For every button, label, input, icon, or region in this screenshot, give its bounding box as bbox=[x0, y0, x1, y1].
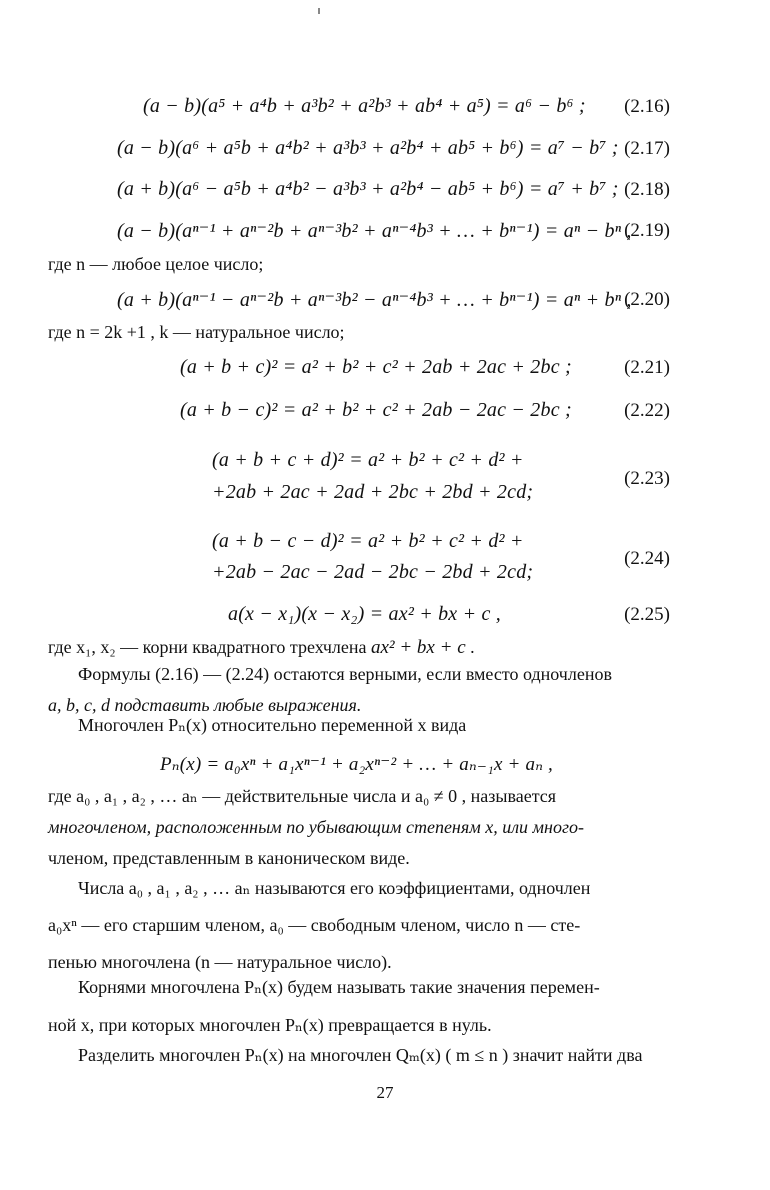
paragraph-1-line-2: a, b, c, d подставить любые выражения. bbox=[48, 695, 362, 715]
formula-2-23-line-1: (a + b + c + d)² = a² + b² + c² + d² + bbox=[212, 449, 524, 471]
equation-number-2-18: (2.18) bbox=[624, 179, 670, 200]
equation-number-2-21: (2.21) bbox=[624, 357, 670, 378]
note-after-2-25-prefix: где x₁, x₂ — корни квадратного трехчлена bbox=[48, 637, 371, 657]
note-after-2-25 bbox=[48, 637, 475, 659]
paragraph-3-line-1: Числа a₀ , a₁ , a₂ , … aₙ называются его коэффициентами, одночлен bbox=[78, 878, 591, 898]
formula-2-20: (a + b)(aⁿ⁻¹ − aⁿ⁻²b + aⁿ⁻³b² − aⁿ⁻⁴b³ + … + bⁿ⁻¹) = aⁿ + bⁿ , bbox=[117, 289, 632, 311]
note-after-2-20: где n = 2k +1 , k — натуральное число; bbox=[48, 322, 345, 342]
formula-2-24-line-1: (a + b − c − d)² = a² + b² + c² + d² + bbox=[212, 530, 524, 552]
formula-2-19: (a − b)(aⁿ⁻¹ + aⁿ⁻²b + aⁿ⁻³b² + aⁿ⁻⁴b³ + … + bⁿ⁻¹) = aⁿ − bⁿ , bbox=[117, 220, 632, 242]
paragraph-1-line-1: Формулы (2.16) — (2.24) остаются верными, если вместо одночленов bbox=[78, 664, 612, 684]
equation-number-2-22: (2.22) bbox=[624, 400, 670, 421]
paragraph-2-line-4: членом, представленным в каноническом виде. bbox=[48, 848, 410, 868]
equation-number-2-17: (2.17) bbox=[624, 138, 670, 159]
formula-2-21: (a + b + c)² = a² + b² + c² + 2ab + 2ac + 2bc ; bbox=[180, 356, 572, 378]
formula-2-18: (a + b)(a⁶ − a⁵b + a⁴b² − a³b³ + a²b⁴ − ab⁵ + b⁶) = a⁷ + b⁷ ; bbox=[117, 178, 619, 200]
equation-number-2-19: (2.19) bbox=[624, 220, 670, 241]
paragraph-polynomial-definition-cont bbox=[48, 781, 673, 874]
formula-2-22: (a + b − c)² = a² + b² + c² + 2ab − 2ac − 2bc ; bbox=[180, 399, 572, 421]
scan-mark bbox=[318, 8, 320, 14]
trinomial-formula: ax² + bx + c bbox=[370, 637, 466, 658]
equation-number-2-25: (2.25) bbox=[624, 604, 670, 625]
formula-2-25: a(x − x₁)(x − x₂) = ax² + bx + c , bbox=[228, 603, 501, 625]
paragraph-division bbox=[48, 1040, 673, 1071]
note-after-2-25-suffix: . bbox=[465, 637, 475, 657]
formula-2-23-line-2: +2ab + 2ac + 2ad + 2bc + 2bd + 2cd; bbox=[212, 481, 534, 503]
paragraph-roots bbox=[48, 968, 673, 1044]
paragraph-3-line-2: a₀xⁿ — его старшим членом, a₀ — свободным членом, число n — сте- bbox=[48, 915, 581, 935]
paragraph-polynomial-definition bbox=[48, 710, 673, 741]
paragraph-2-line-3: многочленом, расположенным по убывающим степеням x, или много- bbox=[48, 817, 584, 837]
paragraph-coefficients bbox=[48, 870, 673, 981]
equation-number-2-23: (2.23) bbox=[624, 468, 670, 489]
paragraph-4-line-2: ной x, при которых многочлен Pₙ(x) превращается в нуль. bbox=[48, 1015, 492, 1035]
equation-number-2-20: (2.20) bbox=[624, 289, 670, 310]
formula-2-16: (a − b)(a⁵ + a⁴b + a³b² + a²b³ + ab⁴ + a⁵) = a⁶ − b⁶ ; bbox=[143, 95, 586, 117]
page-number: 27 bbox=[376, 1083, 394, 1102]
formula-2-24-line-2: +2ab − 2ac − 2ad − 2bc − 2bd + 2cd; bbox=[212, 561, 534, 583]
note-after-2-19: где n — любое целое число; bbox=[48, 254, 264, 274]
formula-2-17: (a − b)(a⁶ + a⁵b + a⁴b² + a³b³ + a²b⁴ + ab⁵ + b⁶) = a⁷ − b⁷ ; bbox=[117, 137, 619, 159]
equation-number-2-16: (2.16) bbox=[624, 96, 670, 117]
polynomial-canonical-formula: Pₙ(x) = a₀xⁿ + a₁xⁿ⁻¹ + a₂xⁿ⁻² + … + aₙ₋₁x + aₙ , bbox=[160, 754, 554, 775]
paragraph-3-line-3: пенью многочлена (n — натуральное число). bbox=[48, 952, 392, 972]
paragraph-5-line-1: Разделить многочлен Pₙ(x) на многочлен Qₘ(x) ( m ≤ n ) значит найти два bbox=[78, 1045, 643, 1065]
paragraph-4-line-1: Корнями многочлена Pₙ(x) будем называть такие значения перемен- bbox=[78, 977, 600, 997]
paragraph-2-line-2: где a₀ , a₁ , a₂ , … aₙ — действительные числа и a₀ ≠ 0 , называется bbox=[48, 786, 557, 806]
equation-number-2-24: (2.24) bbox=[624, 548, 670, 569]
paragraph-2-line-1: Многочлен Pₙ(x) относительно переменной x вида bbox=[78, 715, 467, 735]
